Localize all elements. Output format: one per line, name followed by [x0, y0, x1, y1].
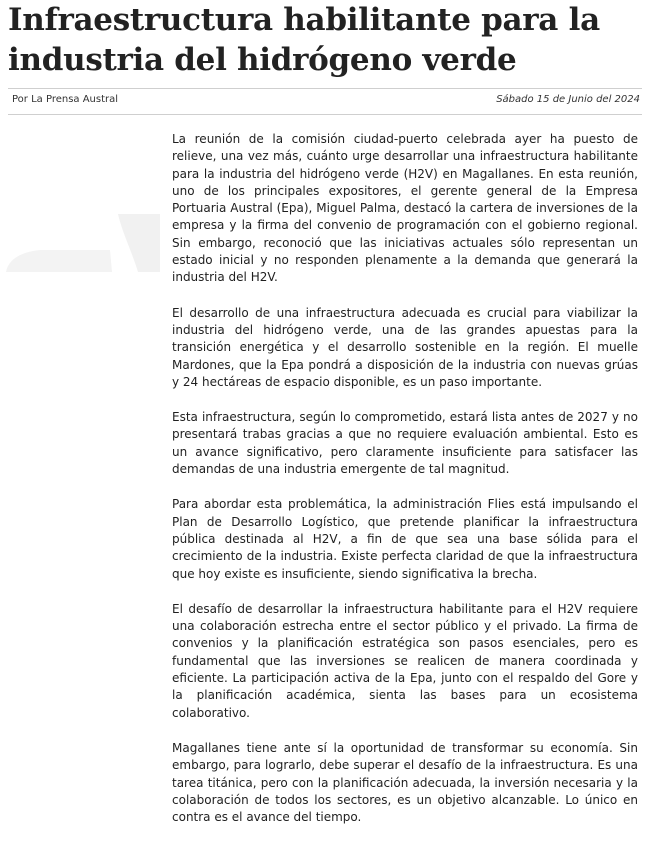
byline-bar: [8, 88, 642, 115]
decorative-graphic: [0, 212, 160, 272]
paragraph-6: Magallanes tiene ante sí la oportunidad de transformar su economía. Sin embargo, para lograrlo, debe superar el desafío de la infraestructura. Es una tarea titánica, pero con la planificación adecuada, la inversión necesaria y la colaboración de todos los sectores, es un objetivo alcanzable. Lo único en contra es el avance del tiempo.: [172, 740, 638, 825]
paragraph-4: Para abordar esta problemática, la administración Flies está impulsando el Plan de Desarrollo Logístico, que pretende planificar la infraestructura pública destinada al H2V, a fin de que sea una base sólida para el crecimiento de la industria. Existe perfecta claridad de que la infraestructura que hoy existe es insuficiente, siendo significativa la brecha.: [172, 497, 638, 581]
paragraph-2: El desarrollo de una infraestructura adecuada es crucial para viabilizar la industria del hidrógeno verde, una de las grandes apuestas para la transición energética y el desarrollo sostenible en la región. El muelle Mardones, que la Epa pondrá a disposición de la industria con nuevas grúas y 24 hectáreas de espacio disponible, es un paso importante.: [172, 305, 638, 389]
article-byline: Por La Prensa Austral: [12, 94, 119, 105]
paragraph-5: El desafío de desarrollar la infraestructura habilitante para el H2V requiere una colaboración estrecha entre el sector público y el privado. La firma de convenios y la planificación estratégica son pasos esenciales, pero es fundamental que las inversiones se realicen de manera coordinada y eficiente. La participación activa de la Epa, junto con el respaldo del Gore y la planificación académica, sienta las bases para un ecosistema colaborativo.: [172, 601, 638, 720]
article-body: [172, 131, 638, 844]
article-headline: Infraestructura habilitante para la industria del hidrógeno verde: [8, 2, 600, 78]
article-date: Sábado 15 de Junio del 2024: [496, 94, 640, 105]
paragraph-3: Esta infraestructura, según lo comprometido, estará lista antes de 2027 y no presentará trabas gracias a que no requiere evaluación ambiental. Esto es un avance significativo, pero claramente insuficiente para satisfacer las demandas de una industria emergente de tal magnitud.: [172, 410, 638, 477]
paragraph-1: La reunión de la comisión ciudad-puerto celebrada ayer ha puesto de relieve, una vez más, cuánto urge desarrollar una infraestructura habilitante para la industria del hidrógeno verde (H2V) en Magallanes. En esta reunión, uno de los principales expositores, el gerente general de la Empresa Portuaria Austral (Epa), Miguel Palma, destacó la cartera de inversiones de la empresa y la firma del convenio de programación con el gobierno regional. Sin embargo, reconoció que las iniciativas actuales sólo representan un estado inicial y no responden plenamente a la demanda que generará la industria del H2V.: [172, 132, 638, 285]
